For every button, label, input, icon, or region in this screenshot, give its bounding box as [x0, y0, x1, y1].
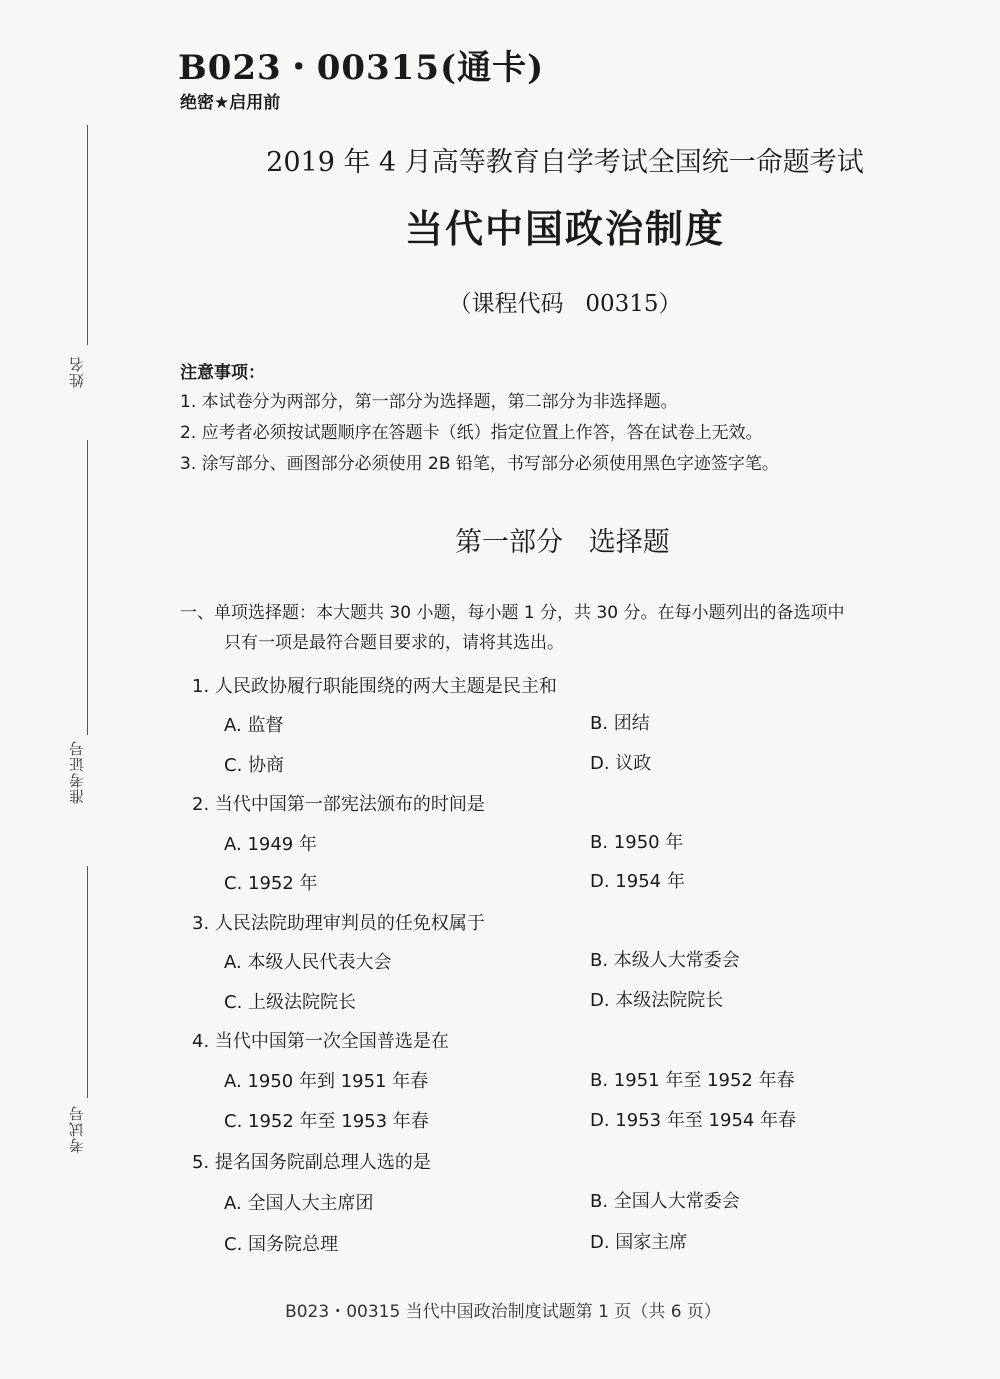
section-line-2: 只有一项是最符合题目要求的，请将其选出。 [224, 633, 564, 653]
option-b: B. 1950 年 [590, 832, 684, 853]
margin-label-name: 姓名 [68, 356, 86, 388]
margin-label-admission: 准考证号 [68, 740, 86, 804]
option-a: A. 1949 年 [224, 834, 317, 855]
option-a: A. 本级人民代表大会 [224, 952, 392, 973]
exam-code: B023・00315(通卡) [178, 48, 545, 88]
option-d: D. 议政 [590, 753, 652, 774]
option-d: D. 国家主席 [590, 1232, 688, 1253]
notes-item: 3. 涂写部分、画图部分必须使用 2B 铅笔，书写部分必须使用黑色字迹签字笔。 [180, 454, 779, 474]
margin-line-admission [87, 440, 88, 735]
option-c: C. 上级法院院长 [224, 992, 357, 1013]
option-c: C. 国务院总理 [224, 1234, 339, 1255]
question-stem: 2. 当代中国第一部宪法颁布的时间是 [192, 794, 485, 815]
option-b: B. 团结 [590, 713, 650, 734]
margin-line-name [87, 125, 88, 345]
question-stem: 4. 当代中国第一次全国普选是在 [192, 1031, 449, 1052]
option-b: B. 本级人大常委会 [590, 950, 740, 971]
option-c: C. 1952 年 [224, 873, 318, 894]
subject-title: 当代中国政治制度 [404, 207, 725, 251]
section-instructions [180, 598, 960, 658]
exam-title: 2019 年 4 月高等教育自学考试全国统一命题考试 [266, 147, 864, 178]
option-c: C. 1952 年至 1953 年春 [224, 1111, 429, 1132]
margin-line-exam-no [87, 866, 88, 1098]
course-code: （课程代码 00315） [448, 291, 682, 317]
notes-item: 1. 本试卷分为两部分，第一部分为选择题，第二部分为非选择题。 [180, 392, 678, 412]
option-d: D. 1954 年 [590, 871, 685, 892]
part-title: 第一部分 选择题 [455, 527, 670, 558]
notes-heading: 注意事项： [180, 363, 265, 383]
option-a: A. 1950 年到 1951 年春 [224, 1071, 429, 1092]
margin-label-exam-no: 考试号 [68, 1105, 86, 1153]
page-footer: B023・00315 当代中国政治制度试题第 1 页（共 6 页） [285, 1302, 721, 1322]
option-a: A. 监督 [224, 715, 284, 736]
section-line-1: 一、单项选择题：本大题共 30 小题，每小题 1 分，共 30 分。在每小题列出的备选项中 [180, 603, 845, 623]
notes-section [180, 358, 779, 480]
option-c: C. 协商 [224, 755, 285, 776]
notes-item: 2. 应考者必须按试题顺序在答题卡（纸）指定位置上作答，答在试卷上无效。 [180, 423, 763, 443]
option-d: D. 本级法院院长 [590, 990, 724, 1011]
question-stem: 3. 人民法院助理审判员的任免权属于 [192, 913, 485, 934]
question-stem: 5. 提名国务院副总理人选的是 [192, 1152, 431, 1173]
question-stem: 1. 人民政协履行职能围绕的两大主题是民主和 [192, 676, 557, 697]
option-a: A. 全国人大主席团 [224, 1193, 374, 1214]
option-d: D. 1953 年至 1954 年春 [590, 1110, 797, 1131]
option-b: B. 全国人大常委会 [590, 1191, 740, 1212]
secret-label: 绝密★启用前 [180, 93, 281, 113]
option-b: B. 1951 年至 1952 年春 [590, 1070, 795, 1091]
